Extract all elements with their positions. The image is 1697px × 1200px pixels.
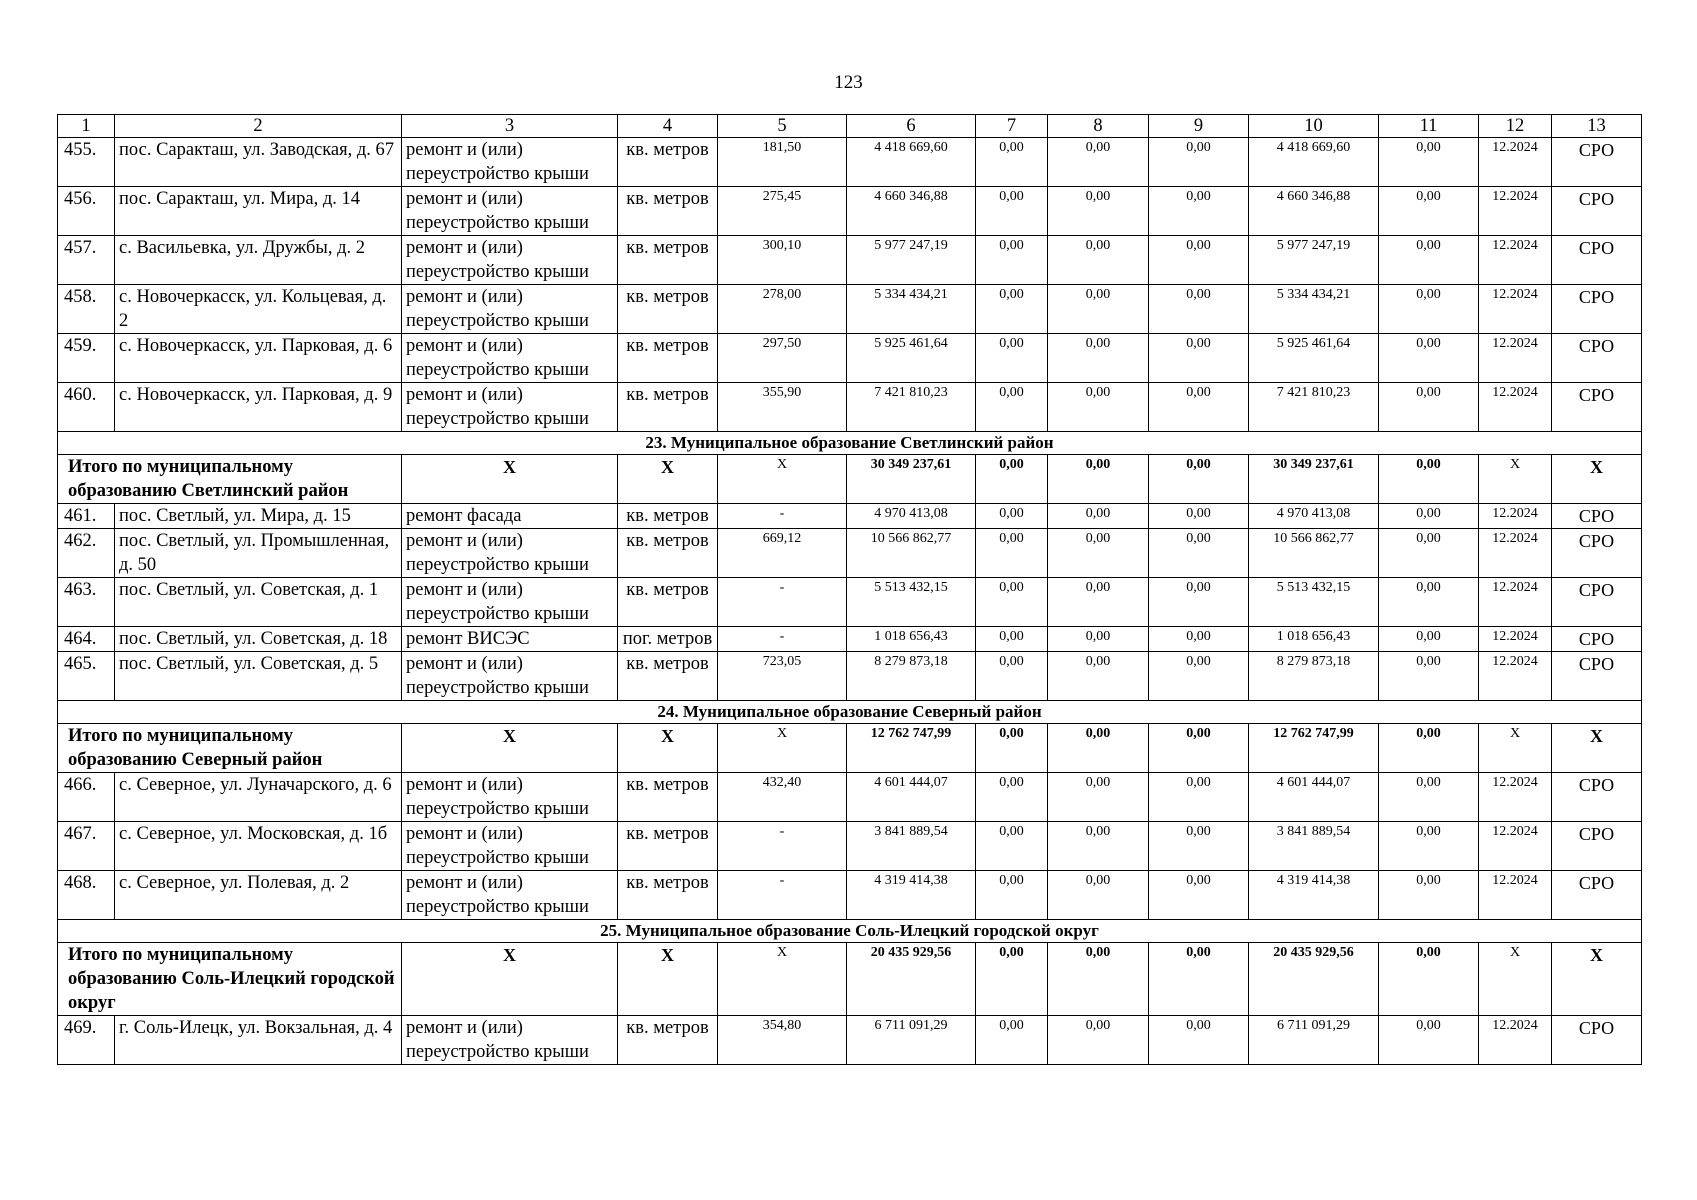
unit-cell: кв. метров bbox=[618, 285, 718, 334]
cell-col12: 12.2024 bbox=[1479, 773, 1552, 822]
contractor-cell: СРО bbox=[1552, 504, 1642, 529]
cell-col8: 0,00 bbox=[1048, 627, 1149, 652]
contractor-cell: СРО bbox=[1552, 627, 1642, 652]
row-number: 457. bbox=[58, 236, 115, 285]
column-number: 1 bbox=[58, 115, 115, 138]
cell-col8: 0,00 bbox=[1048, 383, 1149, 432]
row-number: 458. bbox=[58, 285, 115, 334]
table-row bbox=[58, 504, 1642, 529]
unit-cell: пог. метров bbox=[618, 627, 718, 652]
cell-col11: 0,00 bbox=[1379, 724, 1479, 773]
work-type-cell: ремонт и (или) переустройство крыши bbox=[402, 187, 618, 236]
table-row bbox=[58, 652, 1642, 701]
cell-col5: X bbox=[718, 724, 847, 773]
cell-col9: 0,00 bbox=[1149, 943, 1249, 1016]
cell-col11: 0,00 bbox=[1379, 578, 1479, 627]
cell-col9: 0,00 bbox=[1149, 529, 1249, 578]
cell-col9: 0,00 bbox=[1149, 334, 1249, 383]
cell-col11: 0,00 bbox=[1379, 1016, 1479, 1065]
row-number: 466. bbox=[58, 773, 115, 822]
column-number: 10 bbox=[1249, 115, 1379, 138]
cell-col6: 1 018 656,43 bbox=[847, 627, 976, 652]
cell-col9: 0,00 bbox=[1149, 383, 1249, 432]
cell-col8: 0,00 bbox=[1048, 529, 1149, 578]
column-number: 2 bbox=[115, 115, 402, 138]
cell-col10: 6 711 091,29 bbox=[1249, 1016, 1379, 1065]
cell-col5: - bbox=[718, 822, 847, 871]
cell-col9: 0,00 bbox=[1149, 187, 1249, 236]
cell-col6: 7 421 810,23 bbox=[847, 383, 976, 432]
cell-col11: 0,00 bbox=[1379, 773, 1479, 822]
section-header-row bbox=[58, 920, 1642, 943]
cell-col7: 0,00 bbox=[976, 1016, 1048, 1065]
cell-col7: 0,00 bbox=[976, 773, 1048, 822]
row-number: 467. bbox=[58, 822, 115, 871]
work-type-cell: ремонт и (или) переустройство крыши bbox=[402, 236, 618, 285]
cell-col8: 0,00 bbox=[1048, 652, 1149, 701]
cell-col6: 10 566 862,77 bbox=[847, 529, 976, 578]
cell-col7: 0,00 bbox=[976, 138, 1048, 187]
cell-col9: 0,00 bbox=[1149, 871, 1249, 920]
cell-col8: 0,00 bbox=[1048, 334, 1149, 383]
contractor-cell: СРО bbox=[1552, 871, 1642, 920]
address-cell: пос. Светлый, ул. Мира, д. 15 bbox=[115, 504, 402, 529]
cell-col10: 1 018 656,43 bbox=[1249, 627, 1379, 652]
table-row bbox=[58, 627, 1642, 652]
cell-col8: 0,00 bbox=[1048, 504, 1149, 529]
cell-col8: 0,00 bbox=[1048, 138, 1149, 187]
cell-col7: 0,00 bbox=[976, 455, 1048, 504]
cell-col5: X bbox=[718, 455, 847, 504]
cell-col9: 0,00 bbox=[1149, 1016, 1249, 1065]
cell-col8: 0,00 bbox=[1048, 285, 1149, 334]
contractor-cell: СРО bbox=[1552, 1016, 1642, 1065]
unit-cell: кв. метров bbox=[618, 871, 718, 920]
cell-col10: 4 319 414,38 bbox=[1249, 871, 1379, 920]
cell-col9: 0,00 bbox=[1149, 724, 1249, 773]
cell-col4: X bbox=[618, 724, 718, 773]
cell-col11: 0,00 bbox=[1379, 504, 1479, 529]
cell-col9: 0,00 bbox=[1149, 504, 1249, 529]
column-number: 3 bbox=[402, 115, 618, 138]
table-row bbox=[58, 334, 1642, 383]
cell-col5: 297,50 bbox=[718, 334, 847, 383]
table-row bbox=[58, 187, 1642, 236]
cell-col10: 20 435 929,56 bbox=[1249, 943, 1379, 1016]
column-number: 7 bbox=[976, 115, 1048, 138]
cell-col7: 0,00 bbox=[976, 504, 1048, 529]
cell-col10: 5 925 461,64 bbox=[1249, 334, 1379, 383]
cell-col11: 0,00 bbox=[1379, 236, 1479, 285]
cell-col11: 0,00 bbox=[1379, 138, 1479, 187]
row-number: 455. bbox=[58, 138, 115, 187]
cell-col5: 300,10 bbox=[718, 236, 847, 285]
work-type-cell: ремонт фасада bbox=[402, 504, 618, 529]
cell-col5: X bbox=[718, 943, 847, 1016]
address-cell: пос. Светлый, ул. Советская, д. 1 bbox=[115, 578, 402, 627]
total-row bbox=[58, 724, 1642, 773]
cell-col9: 0,00 bbox=[1149, 578, 1249, 627]
cell-col8: 0,00 bbox=[1048, 187, 1149, 236]
cell-col10: 7 421 810,23 bbox=[1249, 383, 1379, 432]
contractor-cell: СРО bbox=[1552, 285, 1642, 334]
cell-col10: 5 977 247,19 bbox=[1249, 236, 1379, 285]
cell-col11: 0,00 bbox=[1379, 285, 1479, 334]
table-row bbox=[58, 285, 1642, 334]
unit-cell: кв. метров bbox=[618, 504, 718, 529]
cell-col6: 20 435 929,56 bbox=[847, 943, 976, 1016]
cell-col12: 12.2024 bbox=[1479, 383, 1552, 432]
cell-col10: 3 841 889,54 bbox=[1249, 822, 1379, 871]
contractor-cell: СРО bbox=[1552, 138, 1642, 187]
cell-col12: 12.2024 bbox=[1479, 822, 1552, 871]
cell-col8: 0,00 bbox=[1048, 455, 1149, 504]
cell-col5: 275,45 bbox=[718, 187, 847, 236]
cell-col6: 5 925 461,64 bbox=[847, 334, 976, 383]
address-cell: с. Северное, ул. Московская, д. 1б bbox=[115, 822, 402, 871]
row-number: 460. bbox=[58, 383, 115, 432]
cell-col6: 3 841 889,54 bbox=[847, 822, 976, 871]
section-title: 24. Муниципальное образование Северный район bbox=[58, 701, 1642, 724]
cell-col9: 0,00 bbox=[1149, 455, 1249, 504]
cell-col12: 12.2024 bbox=[1479, 627, 1552, 652]
cell-col11: 0,00 bbox=[1379, 529, 1479, 578]
cell-col6: 5 513 432,15 bbox=[847, 578, 976, 627]
address-cell: с. Новочеркасск, ул. Кольцевая, д. 2 bbox=[115, 285, 402, 334]
cell-col10: 4 970 413,08 bbox=[1249, 504, 1379, 529]
contractor-cell: СРО bbox=[1552, 822, 1642, 871]
work-type-cell: ремонт и (или) переустройство крыши bbox=[402, 138, 618, 187]
address-cell: пос. Светлый, ул. Промышленная, д. 50 bbox=[115, 529, 402, 578]
page-number: 123 bbox=[834, 72, 863, 93]
cell-col11: 0,00 bbox=[1379, 334, 1479, 383]
cell-col12: 12.2024 bbox=[1479, 285, 1552, 334]
cell-col6: 4 970 413,08 bbox=[847, 504, 976, 529]
cell-col10: 30 349 237,61 bbox=[1249, 455, 1379, 504]
cell-col7: 0,00 bbox=[976, 627, 1048, 652]
address-cell: с. Новочеркасск, ул. Парковая, д. 9 bbox=[115, 383, 402, 432]
cell-col7: 0,00 bbox=[976, 822, 1048, 871]
total-row bbox=[58, 943, 1642, 1016]
unit-cell: кв. метров bbox=[618, 383, 718, 432]
cell-col5: 669,12 bbox=[718, 529, 847, 578]
column-number: 6 bbox=[847, 115, 976, 138]
row-number: 468. bbox=[58, 871, 115, 920]
cell-col6: 5 977 247,19 bbox=[847, 236, 976, 285]
cell-col6: 30 349 237,61 bbox=[847, 455, 976, 504]
cell-col6: 4 601 444,07 bbox=[847, 773, 976, 822]
contractor-cell: СРО bbox=[1552, 578, 1642, 627]
cell-col8: 0,00 bbox=[1048, 236, 1149, 285]
cell-col7: 0,00 bbox=[976, 529, 1048, 578]
cell-col3: X bbox=[402, 943, 618, 1016]
row-number: 461. bbox=[58, 504, 115, 529]
cell-col7: 0,00 bbox=[976, 236, 1048, 285]
cell-col5: 432,40 bbox=[718, 773, 847, 822]
cell-col9: 0,00 bbox=[1149, 138, 1249, 187]
section-title: 23. Муниципальное образование Светлинский район bbox=[58, 432, 1642, 455]
cell-col9: 0,00 bbox=[1149, 236, 1249, 285]
cell-col7: 0,00 bbox=[976, 724, 1048, 773]
cell-col7: 0,00 bbox=[976, 285, 1048, 334]
contractor-cell: СРО bbox=[1552, 236, 1642, 285]
unit-cell: кв. метров bbox=[618, 822, 718, 871]
cell-col10: 4 418 669,60 bbox=[1249, 138, 1379, 187]
unit-cell: кв. метров bbox=[618, 1016, 718, 1065]
row-number: 463. bbox=[58, 578, 115, 627]
section-header-row bbox=[58, 432, 1642, 455]
cell-col12: 12.2024 bbox=[1479, 504, 1552, 529]
cell-col10: 12 762 747,99 bbox=[1249, 724, 1379, 773]
row-number: 464. bbox=[58, 627, 115, 652]
cell-col8: 0,00 bbox=[1048, 578, 1149, 627]
total-label: Итого по муниципальному образованию Соль-Илецкий городской округ bbox=[58, 943, 402, 1016]
address-cell: пос. Светлый, ул. Советская, д. 18 bbox=[115, 627, 402, 652]
cell-col7: 0,00 bbox=[976, 187, 1048, 236]
section-title: 25. Муниципальное образование Соль-Илецкий городской округ bbox=[58, 920, 1642, 943]
cell-col9: 0,00 bbox=[1149, 822, 1249, 871]
work-type-cell: ремонт и (или) переустройство крыши bbox=[402, 285, 618, 334]
column-number: 13 bbox=[1552, 115, 1642, 138]
work-type-cell: ремонт и (или) переустройство крыши bbox=[402, 578, 618, 627]
table-row bbox=[58, 578, 1642, 627]
cell-col11: 0,00 bbox=[1379, 822, 1479, 871]
cell-col12: 12.2024 bbox=[1479, 187, 1552, 236]
cell-col10: 8 279 873,18 bbox=[1249, 652, 1379, 701]
cell-col6: 4 319 414,38 bbox=[847, 871, 976, 920]
work-type-cell: ремонт и (или) переустройство крыши bbox=[402, 822, 618, 871]
cell-col12: X bbox=[1479, 943, 1552, 1016]
table-row bbox=[58, 383, 1642, 432]
unit-cell: кв. метров bbox=[618, 773, 718, 822]
cell-col3: X bbox=[402, 455, 618, 504]
cell-col10: 5 513 432,15 bbox=[1249, 578, 1379, 627]
cell-col8: 0,00 bbox=[1048, 1016, 1149, 1065]
address-cell: пос. Саракташ, ул. Мира, д. 14 bbox=[115, 187, 402, 236]
unit-cell: кв. метров bbox=[618, 187, 718, 236]
work-type-cell: ремонт и (или) переустройство крыши bbox=[402, 1016, 618, 1065]
address-cell: с. Северное, ул. Луначарского, д. 6 bbox=[115, 773, 402, 822]
cell-col6: 8 279 873,18 bbox=[847, 652, 976, 701]
address-cell: с. Новочеркасск, ул. Парковая, д. 6 bbox=[115, 334, 402, 383]
cell-col11: 0,00 bbox=[1379, 627, 1479, 652]
work-type-cell: ремонт и (или) переустройство крыши bbox=[402, 652, 618, 701]
column-number: 11 bbox=[1379, 115, 1479, 138]
address-cell: с. Северное, ул. Полевая, д. 2 bbox=[115, 871, 402, 920]
unit-cell: кв. метров bbox=[618, 236, 718, 285]
table-row bbox=[58, 1016, 1642, 1065]
column-number: 4 bbox=[618, 115, 718, 138]
cell-col11: 0,00 bbox=[1379, 943, 1479, 1016]
cell-col8: 0,00 bbox=[1048, 724, 1149, 773]
cell-col12: X bbox=[1479, 455, 1552, 504]
unit-cell: кв. метров bbox=[618, 578, 718, 627]
cell-col5: 354,80 bbox=[718, 1016, 847, 1065]
contractor-cell: СРО bbox=[1552, 652, 1642, 701]
cell-col12: 12.2024 bbox=[1479, 871, 1552, 920]
row-number: 465. bbox=[58, 652, 115, 701]
cell-col11: 0,00 bbox=[1379, 652, 1479, 701]
contractor-cell: СРО bbox=[1552, 187, 1642, 236]
cell-col8: 0,00 bbox=[1048, 871, 1149, 920]
cell-col12: 12.2024 bbox=[1479, 1016, 1552, 1065]
cell-col12: 12.2024 bbox=[1479, 334, 1552, 383]
section-header-row bbox=[58, 701, 1642, 724]
table-row bbox=[58, 822, 1642, 871]
cell-col7: 0,00 bbox=[976, 871, 1048, 920]
cell-col5: 723,05 bbox=[718, 652, 847, 701]
unit-cell: кв. метров bbox=[618, 138, 718, 187]
cell-col10: 10 566 862,77 bbox=[1249, 529, 1379, 578]
table-row bbox=[58, 529, 1642, 578]
unit-cell: кв. метров bbox=[618, 529, 718, 578]
cell-col11: 0,00 bbox=[1379, 187, 1479, 236]
cell-col5: 355,90 bbox=[718, 383, 847, 432]
cell-col11: 0,00 bbox=[1379, 455, 1479, 504]
cell-col3: X bbox=[402, 724, 618, 773]
work-type-cell: ремонт и (или) переустройство крыши bbox=[402, 334, 618, 383]
row-number: 459. bbox=[58, 334, 115, 383]
cell-col13: X bbox=[1552, 455, 1642, 504]
cell-col9: 0,00 bbox=[1149, 285, 1249, 334]
cell-col7: 0,00 bbox=[976, 383, 1048, 432]
cell-col6: 5 334 434,21 bbox=[847, 285, 976, 334]
contractor-cell: СРО bbox=[1552, 773, 1642, 822]
cell-col6: 12 762 747,99 bbox=[847, 724, 976, 773]
cell-col8: 0,00 bbox=[1048, 822, 1149, 871]
work-type-cell: ремонт ВИСЭС bbox=[402, 627, 618, 652]
cell-col5: - bbox=[718, 627, 847, 652]
cell-col11: 0,00 bbox=[1379, 383, 1479, 432]
address-cell: пос. Саракташ, ул. Заводская, д. 67 bbox=[115, 138, 402, 187]
table-row bbox=[58, 236, 1642, 285]
address-cell: г. Соль-Илецк, ул. Вокзальная, д. 4 bbox=[115, 1016, 402, 1065]
cell-col12: 12.2024 bbox=[1479, 578, 1552, 627]
cell-col9: 0,00 bbox=[1149, 627, 1249, 652]
column-number: 9 bbox=[1149, 115, 1249, 138]
total-label: Итого по муниципальному образованию Северный район bbox=[58, 724, 402, 773]
table-row bbox=[58, 773, 1642, 822]
work-type-cell: ремонт и (или) переустройство крыши bbox=[402, 773, 618, 822]
cell-col5: 181,50 bbox=[718, 138, 847, 187]
row-number: 469. bbox=[58, 1016, 115, 1065]
cell-col10: 4 660 346,88 bbox=[1249, 187, 1379, 236]
cell-col11: 0,00 bbox=[1379, 871, 1479, 920]
row-number: 462. bbox=[58, 529, 115, 578]
cell-col7: 0,00 bbox=[976, 578, 1048, 627]
cell-col12: 12.2024 bbox=[1479, 138, 1552, 187]
cell-col4: X bbox=[618, 455, 718, 504]
capital-repair-table bbox=[57, 114, 1642, 1065]
address-cell: с. Васильевка, ул. Дружбы, д. 2 bbox=[115, 236, 402, 285]
cell-col7: 0,00 bbox=[976, 943, 1048, 1016]
cell-col6: 4 418 669,60 bbox=[847, 138, 976, 187]
row-number: 456. bbox=[58, 187, 115, 236]
total-row bbox=[58, 455, 1642, 504]
cell-col8: 0,00 bbox=[1048, 943, 1149, 1016]
work-type-cell: ремонт и (или) переустройство крыши bbox=[402, 529, 618, 578]
cell-col5: 278,00 bbox=[718, 285, 847, 334]
cell-col12: 12.2024 bbox=[1479, 236, 1552, 285]
address-cell: пос. Светлый, ул. Советская, д. 5 bbox=[115, 652, 402, 701]
cell-col6: 6 711 091,29 bbox=[847, 1016, 976, 1065]
table-row bbox=[58, 138, 1642, 187]
cell-col9: 0,00 bbox=[1149, 652, 1249, 701]
total-label: Итого по муниципальному образованию Светлинский район bbox=[58, 455, 402, 504]
unit-cell: кв. метров bbox=[618, 652, 718, 701]
cell-col12: 12.2024 bbox=[1479, 652, 1552, 701]
contractor-cell: СРО bbox=[1552, 529, 1642, 578]
contractor-cell: СРО bbox=[1552, 383, 1642, 432]
cell-col7: 0,00 bbox=[976, 652, 1048, 701]
column-number: 5 bbox=[718, 115, 847, 138]
cell-col6: 4 660 346,88 bbox=[847, 187, 976, 236]
column-number: 8 bbox=[1048, 115, 1149, 138]
contractor-cell: СРО bbox=[1552, 334, 1642, 383]
cell-col12: 12.2024 bbox=[1479, 529, 1552, 578]
cell-col7: 0,00 bbox=[976, 334, 1048, 383]
cell-col5: - bbox=[718, 871, 847, 920]
cell-col13: X bbox=[1552, 943, 1642, 1016]
table-row bbox=[58, 871, 1642, 920]
cell-col10: 4 601 444,07 bbox=[1249, 773, 1379, 822]
cell-col4: X bbox=[618, 943, 718, 1016]
cell-col9: 0,00 bbox=[1149, 773, 1249, 822]
work-type-cell: ремонт и (или) переустройство крыши bbox=[402, 871, 618, 920]
cell-col8: 0,00 bbox=[1048, 773, 1149, 822]
cell-col5: - bbox=[718, 578, 847, 627]
column-number-row bbox=[58, 115, 1642, 138]
column-number: 12 bbox=[1479, 115, 1552, 138]
cell-col13: X bbox=[1552, 724, 1642, 773]
cell-col5: - bbox=[718, 504, 847, 529]
cell-col12: X bbox=[1479, 724, 1552, 773]
cell-col10: 5 334 434,21 bbox=[1249, 285, 1379, 334]
unit-cell: кв. метров bbox=[618, 334, 718, 383]
work-type-cell: ремонт и (или) переустройство крыши bbox=[402, 383, 618, 432]
